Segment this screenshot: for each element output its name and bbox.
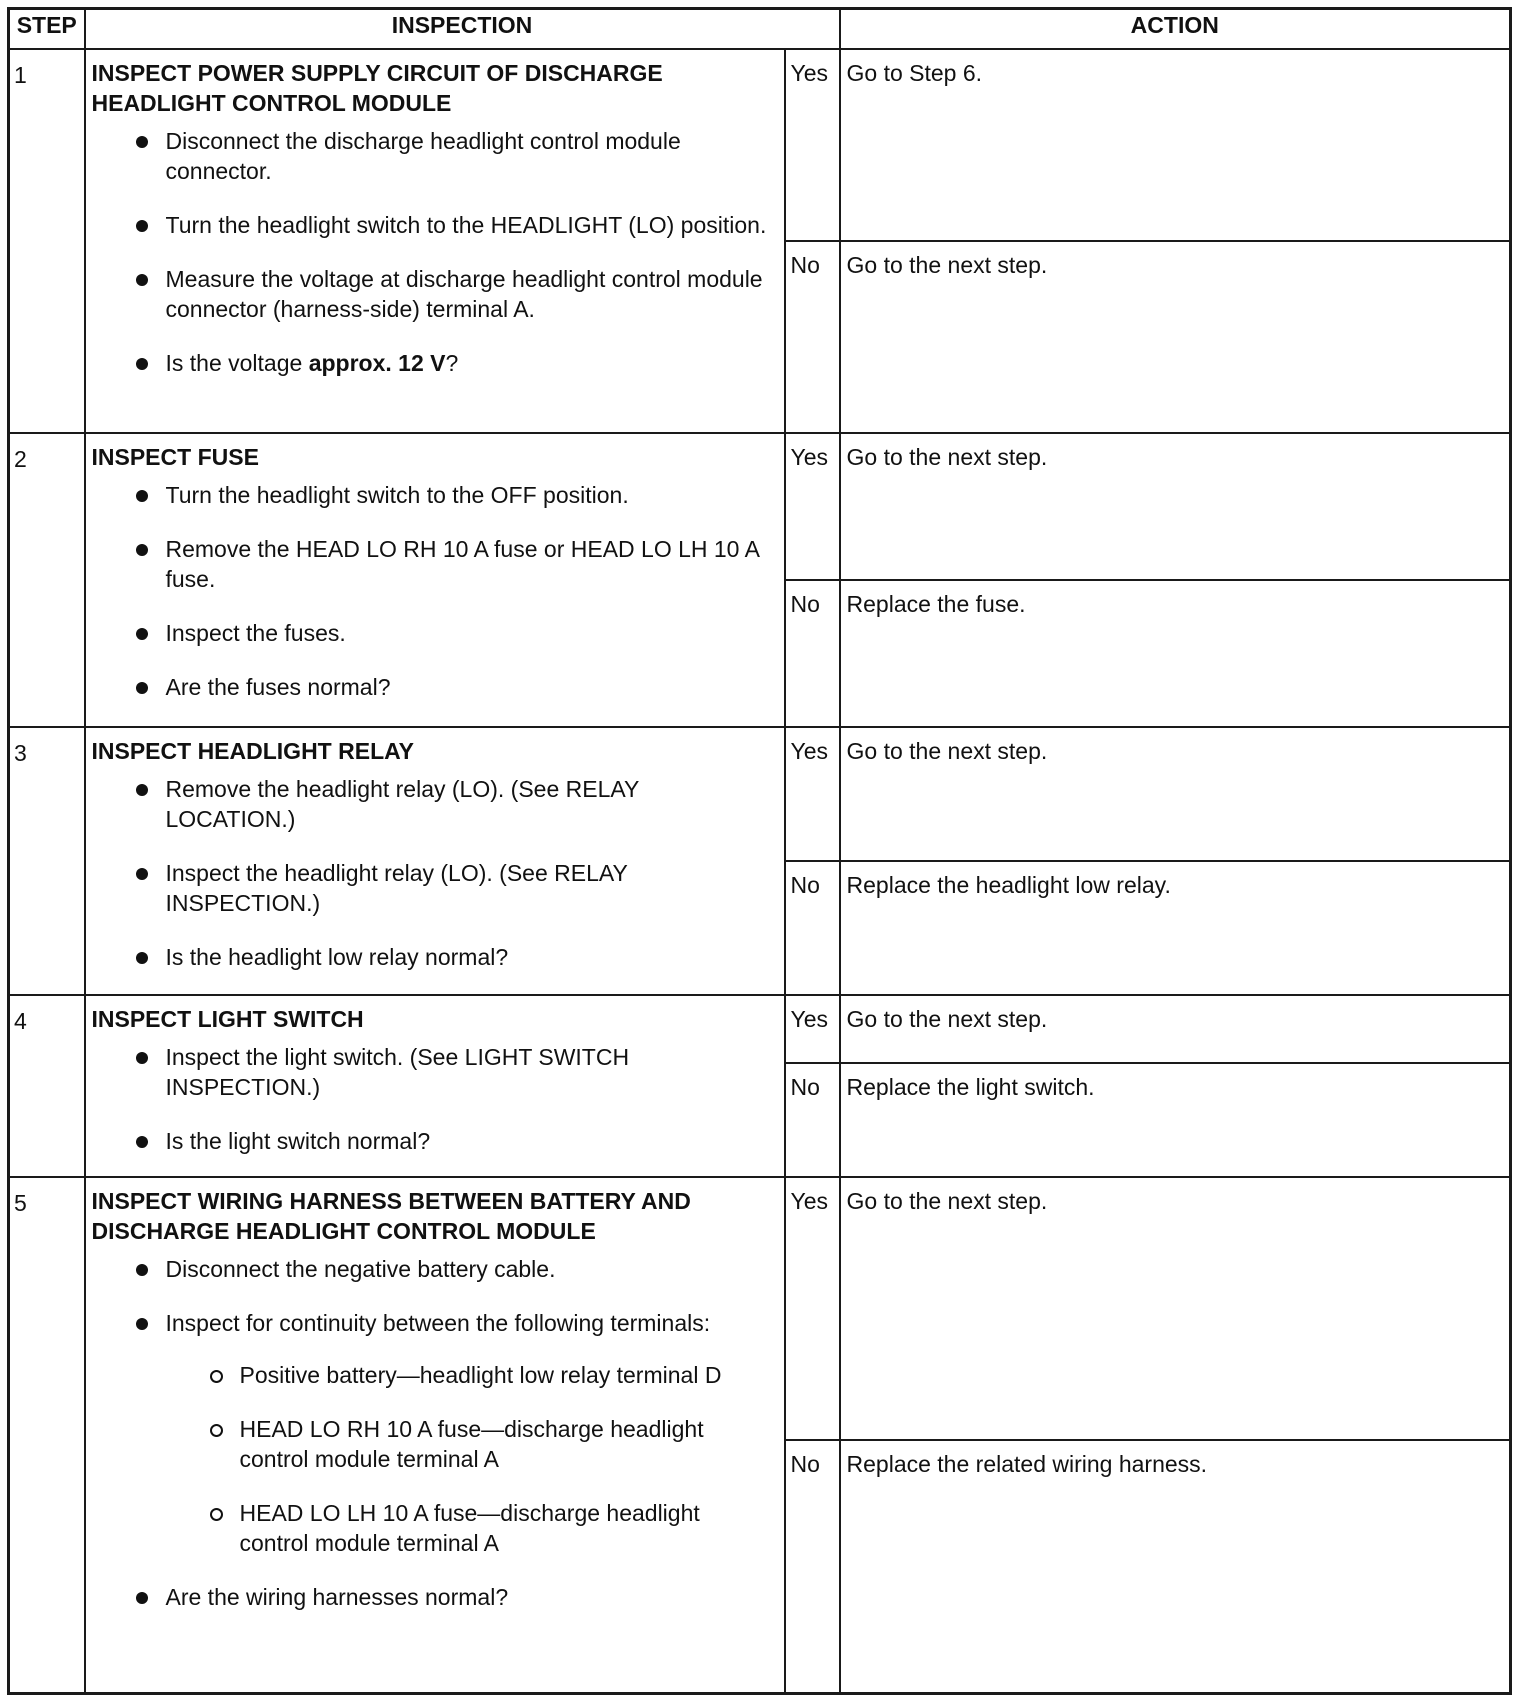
step-3-yes-action: Go to the next step. [840,727,1511,861]
step-5-yes-action: Go to the next step. [840,1177,1511,1440]
list-item: Inspect the headlight relay (LO). (See RELAY INSPECTION.) [136,858,774,918]
step-1-title: INSPECT POWER SUPPLY CIRCUIT OF DISCHARGE HEADLIGHT CONTROL MODULE [91,60,663,116]
step-5-no-action: Replace the related wiring harness. [840,1440,1511,1694]
step-5-sub-list [166,1360,774,1558]
step-5-yes-label: Yes [785,1177,840,1440]
step-1-yes-row [9,49,1511,241]
list-item: Remove the headlight relay (LO). (See RELAY LOCATION.) [136,774,774,834]
step-1-yes-action: Go to Step 6. [840,49,1511,241]
step-4-bullet-list [92,1042,774,1156]
step-1-yes-label: Yes [785,49,840,241]
diagnostic-procedure-table [7,7,1512,1695]
step-5-yes-row [9,1177,1511,1440]
step-1-inspection [85,49,785,433]
list-item: Turn the headlight switch to the HEADLIGHT (LO) position. [136,210,774,240]
step-4-no-action: Replace the light switch. [840,1063,1511,1177]
step-5-number: 5 [9,1177,85,1694]
list-item: Is the headlight low relay normal? [136,942,774,972]
list-item: Disconnect the discharge headlight control module connector. [136,126,774,186]
sub-list-item: HEAD LO RH 10 A fuse—discharge headlight control module terminal A [210,1414,774,1474]
step-2-number: 2 [9,433,85,727]
step-2-inspection [85,433,785,727]
list-item: Is the light switch normal? [136,1126,774,1156]
step-2-yes-row [9,433,1511,580]
step-1-number: 1 [9,49,85,433]
step-2-no-action: Replace the fuse. [840,580,1511,727]
step-2-yes-label: Yes [785,433,840,580]
step-3-no-label: No [785,861,840,995]
list-item: Inspect the light switch. (See LIGHT SWITCH INSPECTION.) [136,1042,774,1102]
step-2-title: INSPECT FUSE [91,444,259,470]
step-4-yes-label: Yes [785,995,840,1063]
step-column-header: STEP [9,9,85,50]
step-2-yes-action: Go to the next step. [840,433,1511,580]
step-4-yes-row [9,995,1511,1063]
step-5-title: INSPECT WIRING HARNESS BETWEEN BATTERY AND DISCHARGE HEADLIGHT CONTROL MODULE [91,1188,691,1244]
step-3-number: 3 [9,727,85,995]
action-column-header: ACTION [840,9,1511,50]
list-item: Inspect the fuses. [136,618,774,648]
list-item: Disconnect the negative battery cable. [136,1254,774,1284]
step-3-bullet-list [92,774,774,972]
step-3-yes-label: Yes [785,727,840,861]
step-4-yes-action: Go to the next step. [840,995,1511,1063]
step-4-inspection [85,995,785,1177]
step-5-inspection [85,1177,785,1694]
table-header-row [9,9,1511,50]
step-4-number: 4 [9,995,85,1177]
step-3-no-action: Replace the headlight low relay. [840,861,1511,995]
step-3-title: INSPECT HEADLIGHT RELAY [91,738,414,764]
sub-list-item: HEAD LO LH 10 A fuse—discharge headlight control module terminal A [210,1498,774,1558]
step-5-no-label: No [785,1440,840,1694]
step-3-yes-row [9,727,1511,861]
step-1-bullet-list [92,126,774,378]
step-5-bullet-list [92,1254,774,1612]
step-3-inspection [85,727,785,995]
list-item: Remove the HEAD LO RH 10 A fuse or HEAD LO LH 10 A fuse. [136,534,774,594]
list-item: Is the voltage approx. 12 V? [136,348,774,378]
list-item: Turn the headlight switch to the OFF position. [136,480,774,510]
step-4-title: INSPECT LIGHT SWITCH [91,1006,364,1032]
list-item: Inspect for continuity between the following terminals: Positive battery—headlight low relay terminal D HEAD LO RH 10 A fuse—discharge headlight control module terminal A HEAD LO LH 10 A fuse—discharge headlight control module terminal A [136,1308,774,1558]
list-item: Are the wiring harnesses normal? [136,1582,774,1612]
list-item: Measure the voltage at discharge headlight control module connector (harness-side) terminal A. [136,264,774,324]
step-2-bullet-list [92,480,774,702]
step-1-no-label: No [785,241,840,433]
inspection-column-header: INSPECTION [85,9,840,50]
step-1-no-action: Go to the next step. [840,241,1511,433]
step-4-no-label: No [785,1063,840,1177]
list-item: Are the fuses normal? [136,672,774,702]
sub-list-item: Positive battery—headlight low relay terminal D [210,1360,774,1390]
step-2-no-label: No [785,580,840,727]
